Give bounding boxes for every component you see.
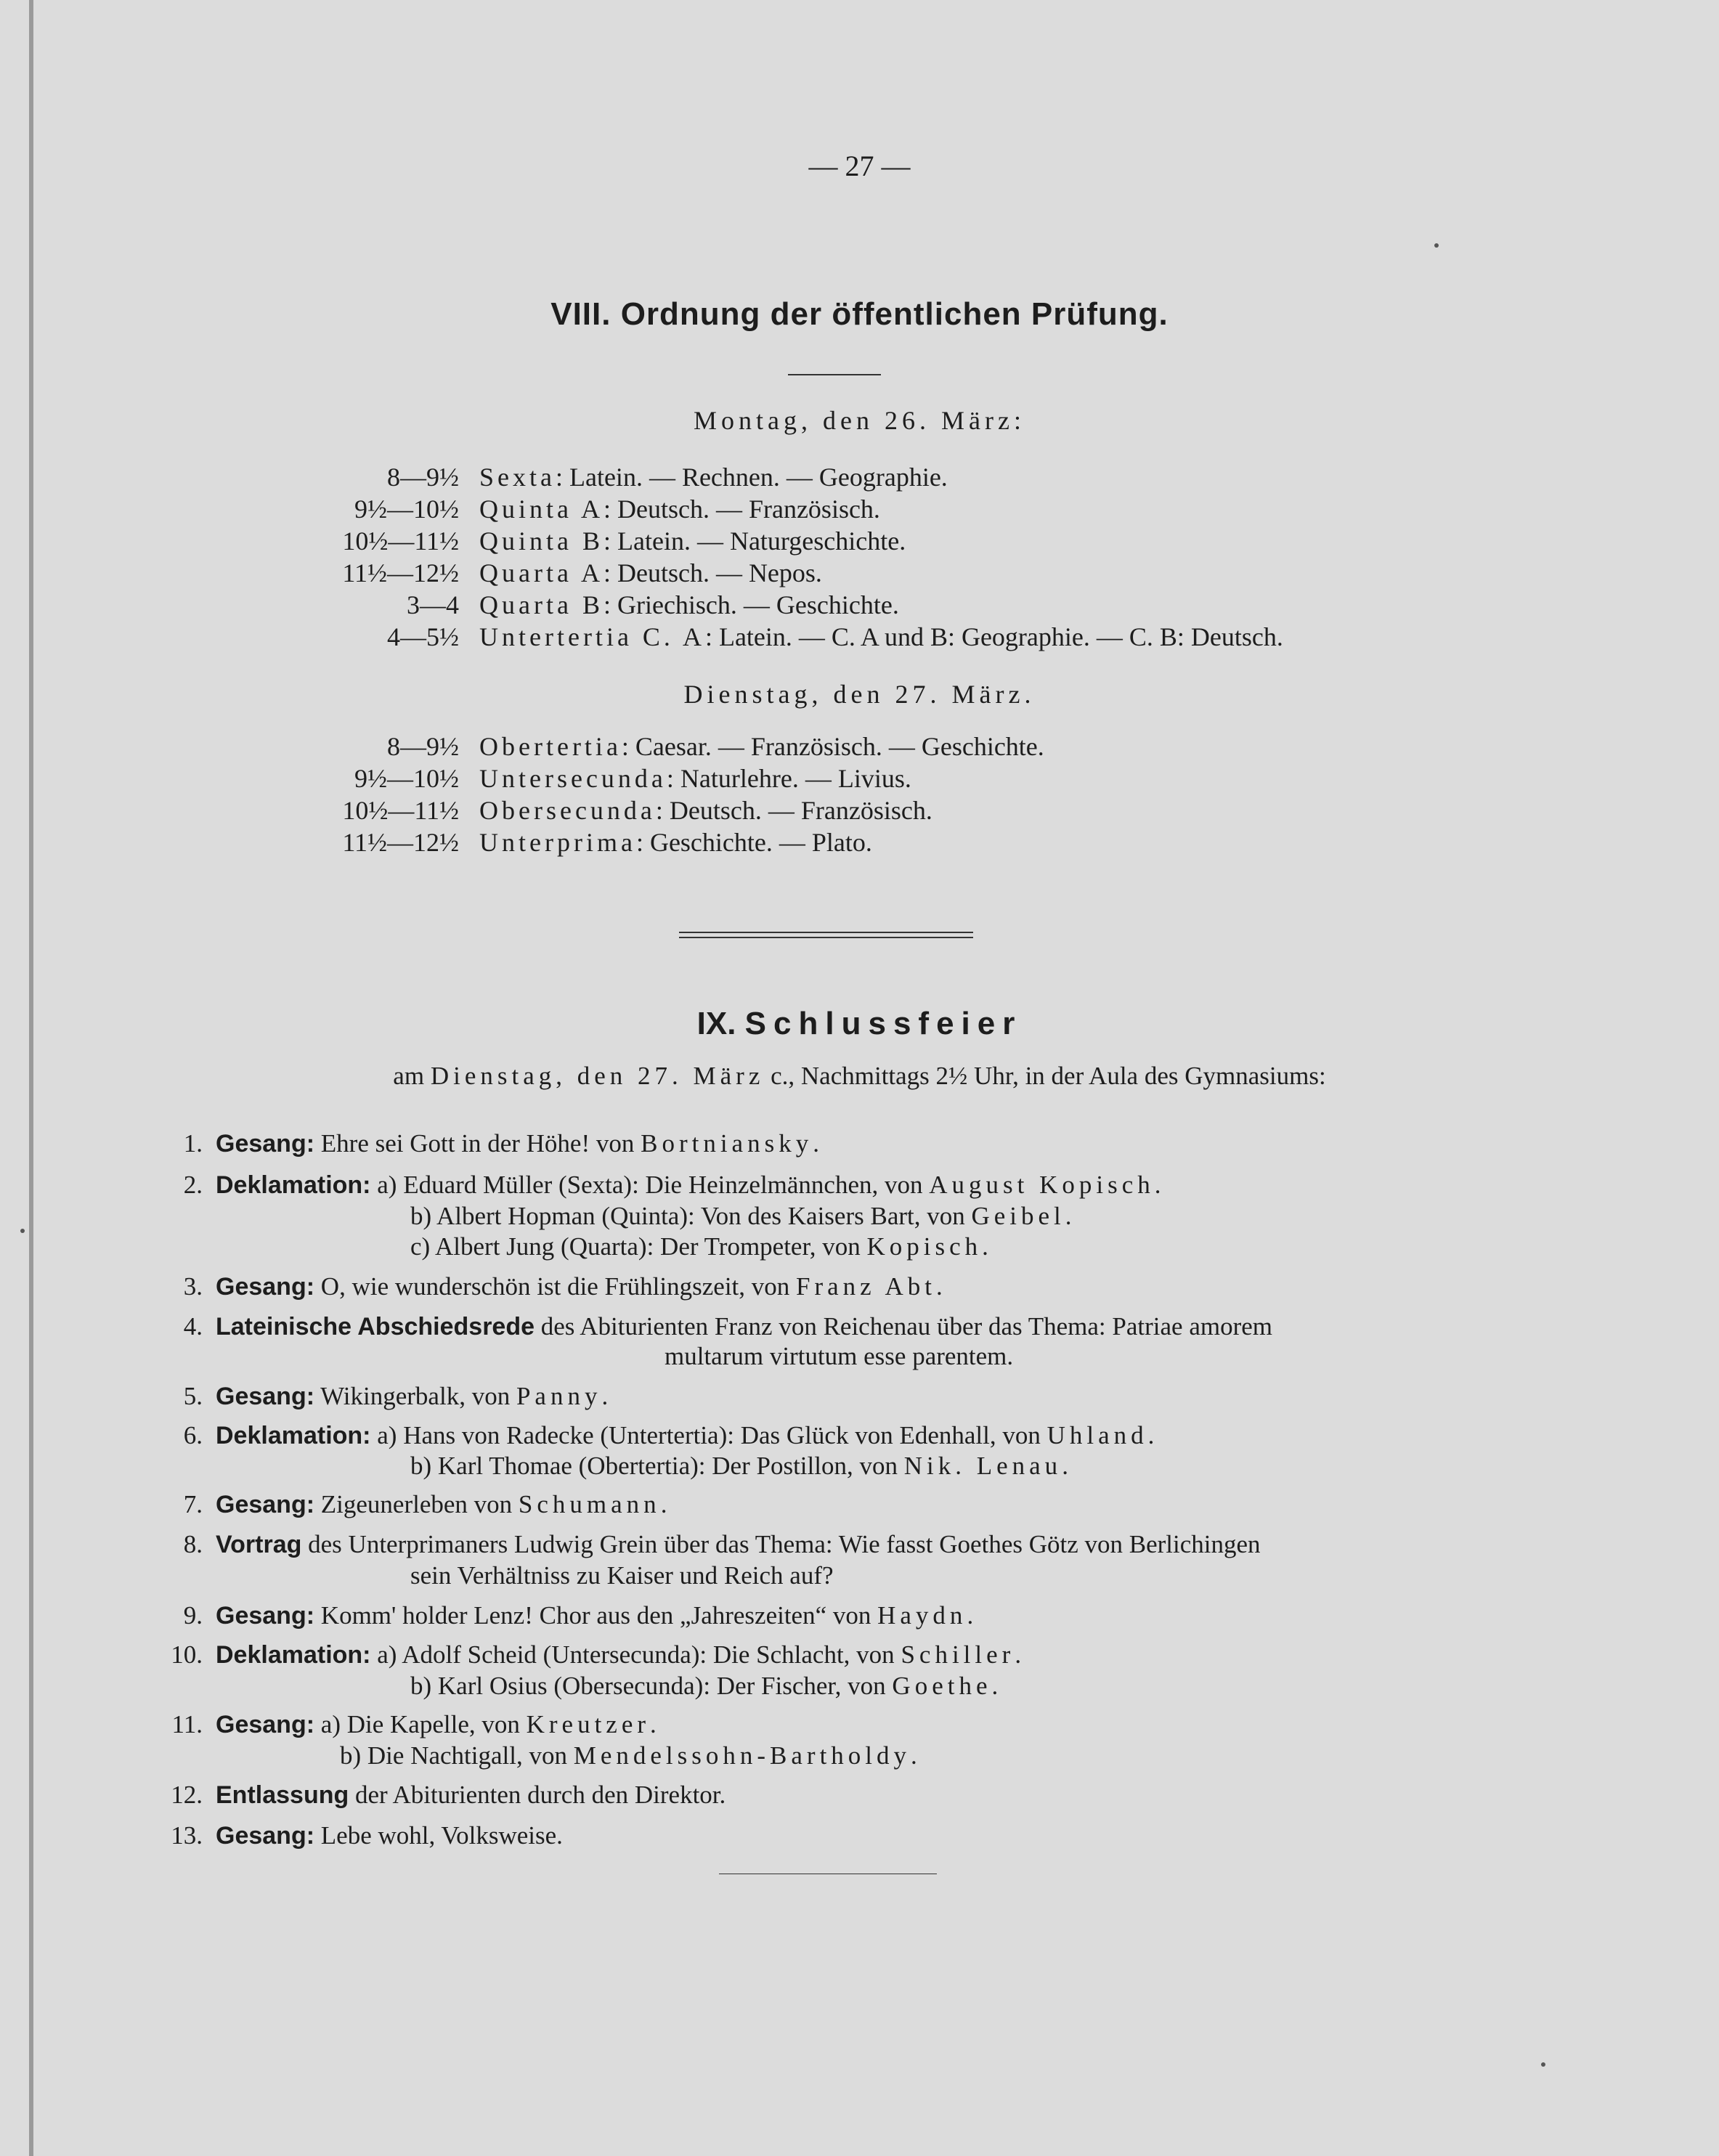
section-9-subtitle bbox=[0, 1062, 1719, 1091]
item-label: Lateinische Abschiedsrede bbox=[216, 1313, 535, 1341]
schedule-time: 8—9½ bbox=[387, 463, 459, 492]
schedule-class: Obersecunda bbox=[479, 796, 656, 825]
item-text: Lebe wohl, Volksweise. bbox=[314, 1821, 563, 1850]
schedule-row bbox=[0, 827, 1719, 859]
item-text: a) Die Kapelle, von bbox=[314, 1710, 527, 1738]
item-author: Goethe bbox=[892, 1672, 992, 1700]
item-label: Gesang: bbox=[216, 1711, 315, 1738]
item-end: . bbox=[601, 1382, 609, 1410]
schedule-time: 10½—11½ bbox=[342, 796, 459, 825]
item-number: 12. bbox=[171, 1781, 203, 1809]
day-1-heading: Montag, den 26. März: bbox=[694, 406, 1025, 435]
item-end: . bbox=[1147, 1421, 1155, 1449]
item-author: Mendelssohn-Bartholdy bbox=[573, 1741, 911, 1770]
item-author: Nik. Lenau bbox=[903, 1452, 1062, 1480]
item-label: Deklamation: bbox=[216, 1641, 371, 1669]
item-label: Gesang: bbox=[216, 1822, 315, 1850]
schedule-time: 11½—12½ bbox=[342, 828, 459, 857]
item-end: . bbox=[991, 1672, 999, 1700]
schedule-time: 3—4 bbox=[407, 590, 459, 619]
item-label: Gesang: bbox=[216, 1491, 315, 1518]
schedule-subjects: : Deutsch. — Nepos. bbox=[603, 558, 822, 587]
item-end: . bbox=[982, 1232, 988, 1261]
item-number: 2. bbox=[183, 1171, 203, 1199]
item-number: 9. bbox=[183, 1601, 203, 1630]
item-number: 5. bbox=[183, 1382, 203, 1410]
item-end: . bbox=[650, 1710, 657, 1738]
double-divider-top bbox=[679, 932, 973, 933]
item-text: multarum virtutum esse parentem. bbox=[665, 1342, 1014, 1370]
section-9-title bbox=[0, 1006, 1719, 1042]
item-end: . bbox=[967, 1601, 974, 1630]
schedule-subjects: : Deutsch. — Französisch. bbox=[604, 495, 880, 524]
item-text: a) Eduard Müller (Sexta): Die Heinzelmännchen, von bbox=[370, 1171, 930, 1199]
schedule-subjects: : Griechisch. — Geschichte. bbox=[603, 590, 899, 619]
item-text: b) Karl Osius (Obersecunda): Der Fischer, von bbox=[410, 1672, 893, 1700]
subtitle-date: Dienstag, den 27. März bbox=[430, 1062, 765, 1090]
schedule-row bbox=[0, 590, 1719, 622]
item-author: August Kopisch bbox=[929, 1171, 1155, 1199]
schedule-time: 8—9½ bbox=[387, 732, 459, 761]
item-text: Zigeunerleben von bbox=[314, 1490, 519, 1518]
schedule-row bbox=[0, 526, 1719, 558]
schedule-class: Unterprima bbox=[479, 828, 636, 857]
item-author: Panny bbox=[516, 1382, 602, 1410]
day-2-heading: Dienstag, den 27. März. bbox=[683, 680, 1036, 709]
schedule-time: 9½—10½ bbox=[354, 764, 459, 793]
item-number: 10. bbox=[171, 1640, 203, 1669]
schedule-class: Obertertia bbox=[479, 732, 622, 761]
item-end: . bbox=[1062, 1452, 1068, 1480]
item-text: Ehre sei Gott in der Höhe! von bbox=[314, 1129, 641, 1158]
item-end: . bbox=[936, 1272, 943, 1301]
item-text: Wikingerbalk, von bbox=[314, 1382, 516, 1410]
schedule-subjects: : Deutsch. — Französisch. bbox=[655, 796, 932, 825]
section-9-roman: IX. bbox=[696, 1006, 736, 1041]
schedule-subjects: : Geschichte. — Plato. bbox=[635, 828, 872, 857]
item-author: Bortniansky bbox=[641, 1129, 813, 1158]
item-text: Komm' holder Lenz! Chor aus den „Jahreszeiten“ von bbox=[314, 1601, 878, 1630]
item-number: 4. bbox=[183, 1312, 203, 1341]
schedule-row bbox=[0, 494, 1719, 526]
item-text: b) Albert Hopman (Quinta): Von des Kaisers Bart, von bbox=[410, 1202, 972, 1230]
item-text: des Unterprimaners Ludwig Grein über das Thema: Wie fasst Goethes Götz von Berlichingen bbox=[301, 1530, 1261, 1558]
item-author: Uhland bbox=[1047, 1421, 1148, 1449]
item-number: 11. bbox=[171, 1710, 203, 1738]
page-number: — 27 — bbox=[808, 150, 911, 182]
item-author: Kreutzer bbox=[526, 1710, 651, 1738]
ink-speck bbox=[1541, 2062, 1545, 2067]
item-text: der Abiturienten durch den Direktor. bbox=[349, 1781, 726, 1809]
schedule-subjects: : Caesar. — Französisch. — Geschichte. bbox=[621, 732, 1044, 761]
schedule-subjects: : Naturlehre. — Livius. bbox=[666, 764, 911, 793]
schedule-row bbox=[0, 622, 1719, 654]
item-label: Gesang: bbox=[216, 1383, 315, 1410]
item-author: Schumann bbox=[518, 1490, 661, 1518]
item-label: Vortrag bbox=[216, 1531, 302, 1558]
item-label: Entlassung bbox=[216, 1781, 349, 1809]
section-9-heading: Schlussfeier bbox=[744, 1006, 1023, 1041]
schedule-class: Quinta B bbox=[479, 526, 604, 556]
schedule-row bbox=[0, 462, 1719, 494]
subtitle-prefix: am bbox=[393, 1062, 431, 1090]
item-label: Deklamation: bbox=[216, 1171, 371, 1199]
item-text: des Abiturienten Franz von Reichenau über das Thema: Patriae amorem bbox=[535, 1312, 1272, 1341]
schedule-class: Sexta bbox=[479, 463, 556, 492]
item-end: . bbox=[911, 1741, 917, 1770]
item-author: Schiller bbox=[901, 1640, 1015, 1669]
schedule-class: Untersecunda bbox=[479, 764, 667, 793]
schedule-row bbox=[0, 763, 1719, 795]
item-end: . bbox=[813, 1129, 819, 1158]
schedule-class: Quinta A bbox=[479, 495, 604, 524]
item-author: Kopisch bbox=[866, 1232, 983, 1261]
item-number: 1. bbox=[183, 1129, 203, 1158]
item-author: Franz Abt bbox=[796, 1272, 937, 1301]
item-text: O, wie wunderschön ist die Frühlingszeit, von bbox=[314, 1272, 797, 1301]
item-text: a) Adolf Scheid (Untersecunda): Die Schlacht, von bbox=[370, 1640, 901, 1669]
schedule-row bbox=[0, 558, 1719, 590]
item-end: . bbox=[1015, 1640, 1022, 1669]
schedule-time: 9½—10½ bbox=[354, 495, 459, 524]
ink-speck bbox=[20, 1229, 25, 1233]
ink-speck bbox=[1434, 243, 1439, 248]
schedule-class: Quarta A bbox=[479, 558, 604, 587]
schedule-row bbox=[0, 795, 1719, 827]
schedule-time: 4—5½ bbox=[387, 622, 459, 651]
item-number: 8. bbox=[183, 1530, 203, 1558]
schedule-subjects: : Latein. — Naturgeschichte. bbox=[604, 526, 906, 556]
divider bbox=[788, 374, 881, 375]
double-divider-bottom bbox=[679, 937, 973, 938]
schedule-time: 11½—12½ bbox=[342, 558, 459, 587]
item-end: . bbox=[660, 1490, 667, 1518]
section-8-title: VIII. Ordnung der öffentlichen Prüfung. bbox=[550, 296, 1169, 332]
schedule-row bbox=[0, 731, 1719, 763]
schedule-subjects: : Latein. — C. A und B: Geographie. — C. B: Deutsch. bbox=[704, 622, 1283, 651]
item-author: Haydn bbox=[877, 1601, 967, 1630]
item-label: Gesang: bbox=[216, 1273, 315, 1301]
item-label: Gesang: bbox=[216, 1130, 315, 1158]
schedule-class: Untertertia C. A bbox=[479, 622, 705, 651]
item-text: c) Albert Jung (Quarta): Der Trompeter, von bbox=[410, 1232, 867, 1261]
item-number: 7. bbox=[183, 1490, 203, 1518]
schedule-class: Quarta B bbox=[479, 590, 604, 619]
schedule-subjects: : Latein. — Rechnen. — Geographie. bbox=[555, 463, 948, 492]
item-number: 13. bbox=[171, 1821, 203, 1850]
item-label: Gesang: bbox=[216, 1602, 315, 1630]
schedule-time: 10½—11½ bbox=[342, 526, 459, 556]
item-text: sein Verhältniss zu Kaiser und Reich auf? bbox=[410, 1561, 834, 1590]
item-end: . bbox=[1154, 1171, 1161, 1199]
item-author: Geibel bbox=[971, 1202, 1065, 1230]
item-text: b) Karl Thomae (Obertertia): Der Postillon, von bbox=[410, 1452, 904, 1480]
item-text: b) Die Nachtigall, von bbox=[340, 1741, 574, 1770]
item-label: Deklamation: bbox=[216, 1422, 371, 1449]
item-number: 3. bbox=[183, 1272, 203, 1301]
item-text: a) Hans von Radecke (Untertertia): Das Glück von Edenhall, von bbox=[370, 1421, 1047, 1449]
subtitle-suffix: c., Nachmittags 2½ Uhr, in der Aula des Gymnasiums: bbox=[764, 1062, 1326, 1090]
item-end: . bbox=[1065, 1202, 1072, 1230]
item-number: 6. bbox=[183, 1421, 203, 1449]
